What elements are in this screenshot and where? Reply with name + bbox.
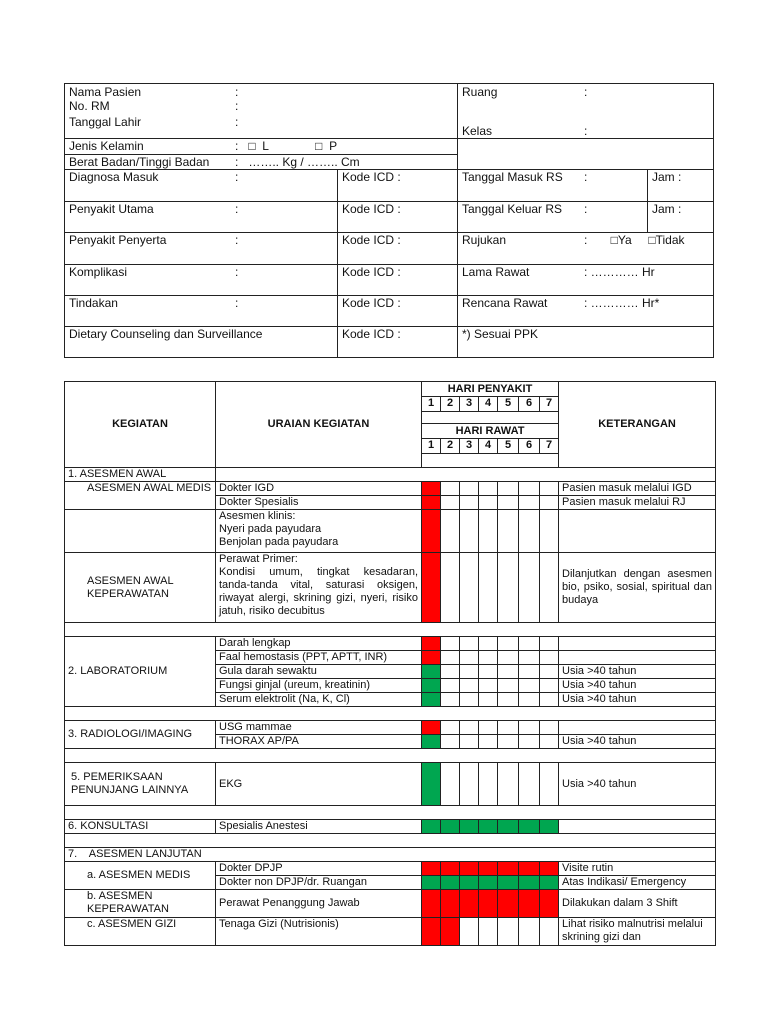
kode-icd-cell: Kode ICD : bbox=[338, 296, 458, 327]
lab-item: Fungsi ginjal (ureum, kreatinin) bbox=[216, 679, 422, 693]
konsultasi-label: 6. KONSULTASI bbox=[65, 820, 216, 834]
dokter-non-dpjp: Dokter non DPJP/dr. Ruangan bbox=[216, 876, 422, 890]
day-cell-red bbox=[519, 890, 540, 918]
day-cell-red bbox=[422, 510, 441, 553]
tanggal-masuk-cell: Tanggal Masuk RS : bbox=[458, 170, 648, 202]
asesmen-klinis-cell: Asesmen klinis: Nyeri pada payudara Benjolan pada payudara bbox=[216, 510, 422, 553]
ket-usia40: Usia >40 tahun bbox=[559, 665, 716, 679]
no-rm-label: No. RM bbox=[69, 99, 110, 113]
day-cell-green bbox=[519, 876, 540, 890]
dokter-spesialis: Dokter Spesialis bbox=[216, 496, 422, 510]
lab-item: Darah lengkap bbox=[216, 637, 422, 651]
berat-tinggi-cell bbox=[65, 155, 458, 170]
kegiatan-header: KEGIATAN bbox=[65, 382, 216, 468]
day-cell-red bbox=[422, 482, 441, 496]
day-header: 6 bbox=[519, 439, 540, 454]
day-header: 7 bbox=[540, 397, 559, 412]
day-cell-red bbox=[479, 862, 498, 876]
spacer-row bbox=[65, 707, 716, 721]
thorax: THORAX AP/PA bbox=[216, 735, 422, 749]
jenis-kelamin-label: Jenis Kelamin bbox=[69, 139, 144, 153]
rencana-rawat-cell: Rencana Rawat : ………… Hr* bbox=[458, 296, 714, 327]
ket-rj: Pasien masuk melalui RJ bbox=[559, 496, 716, 510]
day-cell-green bbox=[519, 820, 540, 834]
day-cell-red bbox=[422, 862, 441, 876]
ket-usia40: Usia >40 tahun bbox=[559, 763, 716, 806]
uraian-header: URAIAN KEGIATAN bbox=[216, 382, 422, 468]
day-cell-red bbox=[422, 651, 441, 665]
visite-rutin: Visite rutin bbox=[559, 862, 716, 876]
day-cell-red bbox=[422, 553, 441, 623]
jam-masuk-cell: Jam : bbox=[648, 170, 714, 202]
asesmen-medis-label: a. ASESMEN MEDIS bbox=[65, 862, 216, 890]
penyakit-utama-cell: Penyakit Utama : bbox=[65, 202, 338, 233]
day-header: 4 bbox=[479, 397, 498, 412]
day-header: 5 bbox=[498, 397, 519, 412]
laboratorium-label: 2. LABORATORIUM bbox=[65, 637, 216, 707]
day-cell-green bbox=[422, 763, 441, 806]
perawat-primer-cell: Perawat Primer: Kondisi umum, tingkat kesadaran, tanda-tanda vital, saturasi oksigen, riwayat alergi, skrining gizi, nyeri, risiko jatuh, risiko decubitus bbox=[216, 553, 422, 623]
day-cell-red bbox=[540, 890, 559, 918]
atas-indikasi: Atas Indikasi/ Emergency bbox=[559, 876, 716, 890]
day-cell-red bbox=[540, 862, 559, 876]
day-header: 2 bbox=[441, 439, 460, 454]
spacer-row bbox=[65, 806, 716, 820]
asesmen-awal-title: 1. ASESMEN AWAL bbox=[65, 468, 216, 482]
day-cell-red bbox=[498, 890, 519, 918]
komplikasi-cell: Komplikasi : bbox=[65, 265, 338, 296]
day-cell-red bbox=[460, 890, 479, 918]
ket-usia40: Usia >40 tahun bbox=[559, 735, 716, 749]
nama-pasien-label: Nama Pasien bbox=[69, 85, 142, 99]
day-cell-green bbox=[479, 820, 498, 834]
day-header: 1 bbox=[422, 397, 441, 412]
hari-rawat-header: HARI RAWAT bbox=[422, 424, 559, 439]
day-cell-green bbox=[540, 876, 559, 890]
day-cell-red bbox=[422, 918, 441, 946]
day-cell-red bbox=[441, 890, 460, 918]
day-cell-red bbox=[479, 890, 498, 918]
tindakan-cell: Tindakan : bbox=[65, 296, 338, 327]
spacer-row bbox=[65, 623, 716, 637]
dokter-igd: Dokter IGD bbox=[216, 482, 422, 496]
day-cell-green bbox=[422, 735, 441, 749]
asesmen-lanjutan-title: 7. ASESMEN LANJUTAN bbox=[65, 848, 716, 862]
ket-gizi: Lihat risiko malnutrisi melalui skrining gizi dan bbox=[559, 918, 716, 946]
day-cell-green bbox=[422, 820, 441, 834]
header-spacer bbox=[422, 412, 559, 424]
day-header: 6 bbox=[519, 397, 540, 412]
day-cell-green bbox=[460, 876, 479, 890]
day-cell-green bbox=[498, 876, 519, 890]
tanggal-lahir-label: Tanggal Lahir bbox=[69, 115, 142, 129]
day-cell-red bbox=[422, 496, 441, 510]
penyakit-penyerta-cell: Penyakit Penyerta : bbox=[65, 233, 338, 265]
ruang-label: Ruang bbox=[462, 85, 498, 99]
day-cell-green bbox=[441, 820, 460, 834]
day-cell-red bbox=[441, 862, 460, 876]
day-cell-green bbox=[460, 820, 479, 834]
day-cell-green bbox=[422, 679, 441, 693]
asesmen-gizi-label: c. ASESMEN GIZI bbox=[65, 918, 216, 946]
patient-identity-cell: Nama Pasien : No. RM : Tanggal Lahir : bbox=[65, 84, 458, 139]
day-header: 4 bbox=[479, 439, 498, 454]
asesmen-kep-label: b. ASESMEN KEPERAWATAN bbox=[65, 890, 216, 918]
rujukan-cell: Rujukan : □Ya □Tidak bbox=[458, 233, 714, 265]
day-header: 2 bbox=[441, 397, 460, 412]
jenis-kelamin-options: : □ L □ P bbox=[235, 139, 338, 153]
ket-igd: Pasien masuk melalui IGD bbox=[559, 482, 716, 496]
day-header: 7 bbox=[540, 439, 559, 454]
lab-item: Serum elektrolit (Na, K, Cl) bbox=[216, 693, 422, 707]
day-cell-red bbox=[460, 862, 479, 876]
day-cell-green bbox=[422, 665, 441, 679]
asesmen-awal-kep-label: ASESMEN AWAL KEPERAWATAN bbox=[65, 553, 216, 623]
usg-mammae: USG mammae bbox=[216, 721, 422, 735]
spacer-row bbox=[65, 834, 716, 848]
day-cell-red bbox=[422, 890, 441, 918]
kode-icd-cell: Kode ICD : bbox=[338, 170, 458, 202]
dokter-dpjp: Dokter DPJP bbox=[216, 862, 422, 876]
day-cell-green bbox=[422, 876, 441, 890]
day-cell-red bbox=[441, 918, 460, 946]
clinical-pathway-table bbox=[64, 381, 716, 946]
berat-tinggi-label: Berat Badan/Tinggi Badan bbox=[69, 155, 210, 169]
day-cell-green bbox=[422, 693, 441, 707]
spesialis-anestesi: Spesialis Anestesi bbox=[216, 820, 422, 834]
day-cell-green bbox=[479, 876, 498, 890]
spacer-row bbox=[65, 749, 716, 763]
patient-header-table bbox=[64, 83, 714, 358]
ket-usia40: Usia >40 tahun bbox=[559, 693, 716, 707]
day-header: 3 bbox=[460, 439, 479, 454]
day-header: 3 bbox=[460, 397, 479, 412]
pemeriksaan-label: 5. PEMERIKSAAN PENUNJANG LAINNYA bbox=[65, 763, 216, 806]
kode-icd-cell: Kode ICD : bbox=[338, 265, 458, 296]
kode-icd-cell: Kode ICD : bbox=[338, 233, 458, 265]
day-cell-red bbox=[422, 721, 441, 735]
ket-shift: Dilakukan dalam 3 Shift bbox=[559, 890, 716, 918]
day-cell-red bbox=[422, 637, 441, 651]
header-spacer bbox=[422, 454, 559, 468]
kode-icd-cell: Kode ICD : bbox=[338, 327, 458, 358]
jenis-kelamin-cell bbox=[65, 139, 458, 155]
day-header: 5 bbox=[498, 439, 519, 454]
day-cell-red bbox=[519, 862, 540, 876]
hari-penyakit-header: HARI PENYAKIT bbox=[422, 382, 559, 397]
day-cell-green bbox=[540, 820, 559, 834]
perawat-penanggung: Perawat Penanggung Jawab bbox=[216, 890, 422, 918]
day-cell-red bbox=[498, 862, 519, 876]
sesuai-ppk-note: *) Sesuai PPK bbox=[458, 327, 714, 358]
ket-kep: Dilanjutkan dengan asesmen bio, psiko, sosial, spiritual dan budaya bbox=[559, 553, 716, 623]
dietary-counseling-cell: Dietary Counseling dan Surveillance bbox=[65, 327, 338, 358]
tanggal-keluar-cell: Tanggal Keluar RS : bbox=[458, 202, 648, 233]
berat-tinggi-value: : …….. Kg / …….. Cm bbox=[235, 155, 360, 169]
tenaga-gizi: Tenaga Gizi (Nutrisionis) bbox=[216, 918, 422, 946]
kode-icd-cell: Kode ICD : bbox=[338, 202, 458, 233]
jam-keluar-cell: Jam : bbox=[648, 202, 714, 233]
ekg: EKG bbox=[216, 763, 422, 806]
day-cell-green bbox=[498, 820, 519, 834]
kelas-cell: Kelas : bbox=[458, 139, 714, 170]
ruang-cell: Ruang : bbox=[458, 84, 714, 139]
radiologi-label: 3. RADIOLOGI/IMAGING bbox=[65, 721, 216, 749]
keterangan-header: KETERANGAN bbox=[559, 382, 716, 468]
lab-item: Faal hemostasis (PPT, APTT, INR) bbox=[216, 651, 422, 665]
ket-usia40: Usia >40 tahun bbox=[559, 679, 716, 693]
lab-item: Gula darah sewaktu bbox=[216, 665, 422, 679]
day-cell-green bbox=[441, 876, 460, 890]
day-header: 1 bbox=[422, 439, 441, 454]
lama-rawat-cell: Lama Rawat : ………… Hr bbox=[458, 265, 714, 296]
kelas-label: Kelas bbox=[462, 124, 493, 138]
asesmen-awal-medis-label: ASESMEN AWAL MEDIS bbox=[65, 482, 216, 510]
diagnosa-masuk-cell: Diagnosa Masuk : bbox=[65, 170, 338, 202]
